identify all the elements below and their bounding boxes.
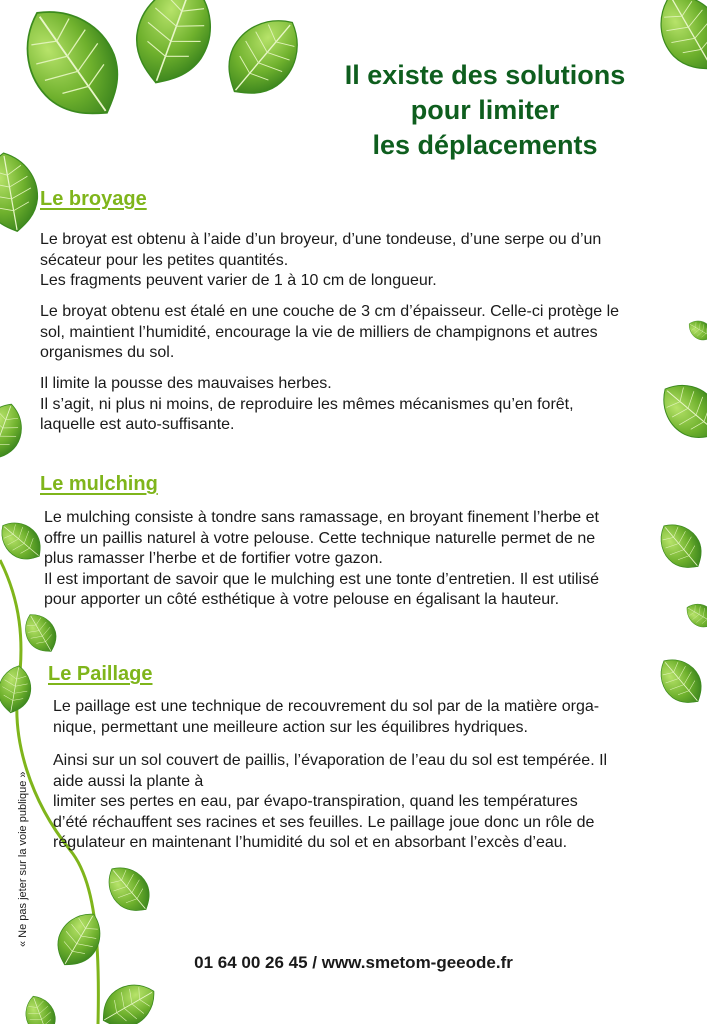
title-line: pour limiter	[410, 95, 560, 125]
title-line: Il existe des solutions	[344, 60, 626, 90]
text-line: d’été réchauffent ses racines et ses feuilles. Le paillage joue donc un rôle de	[53, 813, 595, 831]
title-line: les déplacements	[372, 130, 598, 160]
paragraph	[40, 230, 601, 292]
text-line: offre un paillis naturel à votre pelouse. Cette technique naturelle permet de ne	[44, 529, 596, 547]
paragraph	[53, 697, 599, 738]
paragraph	[40, 374, 574, 436]
text-line: Les fragments peuvent varier de 1 à 10 cm de longueur.	[40, 272, 437, 289]
text-line: régulateur en maintenant l’humidité du sol et en absorbant l’excès d’eau.	[53, 834, 568, 851]
text-line: Le mulching consiste à tondre sans ramassage, en broyant finement l’herbe et	[44, 509, 599, 526]
text-line: Le paillage est une technique de recouvrement du sol par de la matière orga-	[53, 698, 600, 715]
text-line: Il s’agit, ni plus ni moins, de reproduire les mêmes mécanismes qu’en forêt,	[40, 395, 574, 413]
text-line: plus ramasser l’herbe et de fortifier votre gazon.	[44, 550, 383, 567]
text-line: Le broyat obtenu est étalé en une couche de 3 cm d’épaisseur. Celle-ci protège le	[40, 303, 620, 320]
text-line: pour apporter un côté esthétique à votre pelouse en égalisant la hauteur.	[44, 591, 560, 608]
text-line: Ainsi sur un sol couvert de paillis, l’évaporation de l’eau du sol est tempérée. Il	[53, 752, 608, 769]
section-heading-paillage: Le Paillage	[48, 663, 153, 685]
paragraph	[40, 302, 619, 364]
text-line: laquelle est auto-suffisante.	[40, 416, 235, 433]
text-line: organismes du sol.	[40, 344, 175, 361]
page-title	[300, 58, 670, 163]
footer-contact: 01 64 00 26 45 / www.smetom-geeode.fr	[194, 953, 513, 972]
text-line: nique, permettant une meilleure action sur les équilibres hydriques.	[53, 718, 528, 736]
paragraph	[44, 508, 599, 611]
paragraph	[53, 751, 607, 854]
section-heading-broyage: Le broyage	[40, 188, 147, 210]
text-line: sécateur pour les petites quantités.	[40, 251, 289, 269]
side-note: « Ne pas jeter sur la voie publique »	[17, 771, 29, 947]
section-heading-mulching: Le mulching	[40, 473, 158, 495]
text-line: Il limite la pousse des mauvaises herbes.	[40, 375, 332, 392]
text-line: limiter ses pertes en eau, par évapo-transpiration, quand les températures	[53, 793, 578, 810]
text-line: aide aussi la plante à	[53, 772, 204, 790]
text-line: Le broyat est obtenu à l’aide d’un broyeur, d’une tondeuse, d’une serpe ou d’un	[40, 231, 602, 248]
text-line: Il est important de savoir que le mulching est une tonte d’entretien. Il est utilisé	[44, 570, 599, 588]
text-line: sol, maintient l’humidité, encourage la vie de milliers de champignons et autres	[40, 323, 598, 341]
